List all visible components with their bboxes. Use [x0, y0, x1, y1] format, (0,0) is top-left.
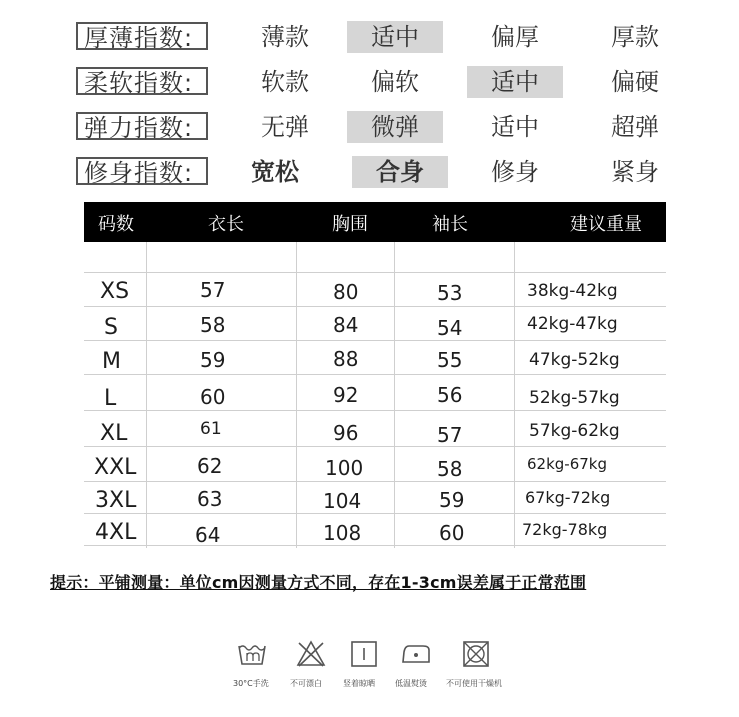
index-option: 薄款	[261, 23, 309, 51]
table-cell-sleeve: 58	[437, 457, 463, 481]
table-cell-length: 64	[195, 523, 221, 547]
table-cell-chest: 84	[333, 313, 359, 337]
index-option: 适中	[491, 113, 539, 141]
table-row-divider	[84, 374, 666, 375]
table-cell-length: 63	[197, 487, 223, 511]
no-tumble-dry-icon	[461, 640, 491, 668]
table-cell-length: 57	[200, 278, 226, 302]
index-option: 紧身	[611, 158, 659, 186]
table-cell-weight: 72kg-78kg	[522, 520, 608, 539]
table-cell-sleeve: 59	[439, 488, 465, 512]
table-cell-weight: 57kg-62kg	[529, 421, 620, 441]
table-cell-length: 59	[200, 348, 226, 372]
header-weight: 建议重量	[570, 214, 642, 235]
table-cell-chest: 108	[323, 521, 362, 545]
table-row-divider	[84, 272, 666, 273]
table-column-divider	[514, 242, 515, 548]
index-option: 软款	[261, 68, 309, 96]
table-cell-chest: 92	[333, 383, 359, 407]
table-cell-chest: 96	[333, 421, 359, 445]
care-label: 低温熨烫	[395, 679, 427, 688]
table-cell-size: 4XL	[95, 520, 137, 545]
care-label: 竖着晾晒	[343, 679, 375, 688]
softness-index-row	[72, 64, 712, 100]
index-option-selected: 微弹	[347, 111, 443, 143]
table-cell-chest: 88	[333, 347, 359, 371]
table-cell-length: 62	[197, 454, 223, 478]
table-cell-sleeve: 57	[437, 423, 463, 447]
size-table-header	[84, 202, 666, 242]
header-chest: 胸围	[332, 214, 368, 235]
table-cell-length: 60	[200, 385, 226, 409]
care-label: 不可漂白	[290, 679, 322, 688]
table-row-divider	[84, 340, 666, 341]
table-cell-size: XXL	[94, 455, 137, 480]
table-cell-weight: 62kg-67kg	[527, 455, 608, 473]
table-cell-weight: 52kg-57kg	[529, 388, 620, 408]
index-option: 偏厚	[491, 23, 539, 51]
table-column-divider	[394, 242, 395, 548]
index-label: 弹力指数:	[76, 112, 208, 140]
table-cell-chest: 104	[323, 489, 362, 513]
table-cell-weight: 38kg-42kg	[527, 281, 618, 301]
table-cell-sleeve: 56	[437, 383, 463, 407]
index-option: 偏硬	[611, 68, 659, 96]
care-label: 30°C手洗	[233, 679, 269, 688]
table-cell-sleeve: 53	[437, 281, 463, 305]
elasticity-index-row	[72, 109, 712, 145]
table-column-divider	[146, 242, 147, 548]
table-column-divider	[296, 242, 297, 548]
table-cell-size: 3XL	[95, 488, 137, 513]
table-row-divider	[84, 410, 666, 411]
index-option-selected: 适中	[467, 66, 563, 98]
table-cell-sleeve: 54	[437, 316, 463, 340]
table-cell-size: S	[104, 315, 118, 340]
table-cell-size: L	[104, 386, 117, 411]
measurement-note: 提示：平铺测量：单位cm因测量方式不同，存在1-3cm误差属于正常范围	[50, 573, 587, 592]
index-option: 偏软	[371, 68, 419, 96]
table-cell-weight: 67kg-72kg	[525, 488, 611, 507]
index-option: 宽松	[251, 158, 299, 186]
low-iron-icon	[401, 640, 431, 668]
header-sleeve: 袖长	[432, 214, 468, 235]
table-row-divider	[84, 446, 666, 447]
wash-30-icon	[237, 640, 267, 668]
header-size: 码数	[98, 214, 134, 235]
table-row-divider	[84, 306, 666, 307]
no-bleach-icon	[296, 640, 326, 668]
care-label: 不可使用干燥机	[446, 679, 502, 688]
index-option: 超弹	[611, 113, 659, 141]
table-row-divider	[84, 513, 666, 514]
index-label: 柔软指数:	[76, 67, 208, 95]
index-option: 修身	[491, 158, 539, 186]
index-option-selected: 适中	[347, 21, 443, 53]
table-row-divider	[84, 545, 666, 546]
thickness-index-row	[72, 19, 712, 55]
table-row-divider	[84, 481, 666, 482]
table-cell-sleeve: 60	[439, 521, 465, 545]
index-option: 无弹	[261, 113, 309, 141]
table-cell-sleeve: 55	[437, 348, 463, 372]
table-cell-weight: 42kg-47kg	[527, 314, 618, 334]
table-cell-weight: 47kg-52kg	[529, 350, 620, 370]
header-length: 衣长	[208, 214, 244, 235]
table-cell-size: XL	[100, 421, 128, 446]
table-cell-chest: 80	[333, 280, 359, 304]
index-label: 修身指数:	[76, 157, 208, 185]
index-label: 厚薄指数:	[76, 22, 208, 50]
table-cell-chest: 100	[325, 456, 364, 480]
index-option-selected: 合身	[352, 156, 448, 188]
index-option: 厚款	[611, 23, 659, 51]
table-cell-length: 58	[200, 313, 226, 337]
hang-dry-icon	[349, 640, 379, 668]
table-cell-size: M	[102, 349, 121, 374]
table-cell-length: 61	[200, 419, 222, 439]
table-cell-size: XS	[100, 279, 130, 304]
fit-index-row	[72, 154, 712, 190]
